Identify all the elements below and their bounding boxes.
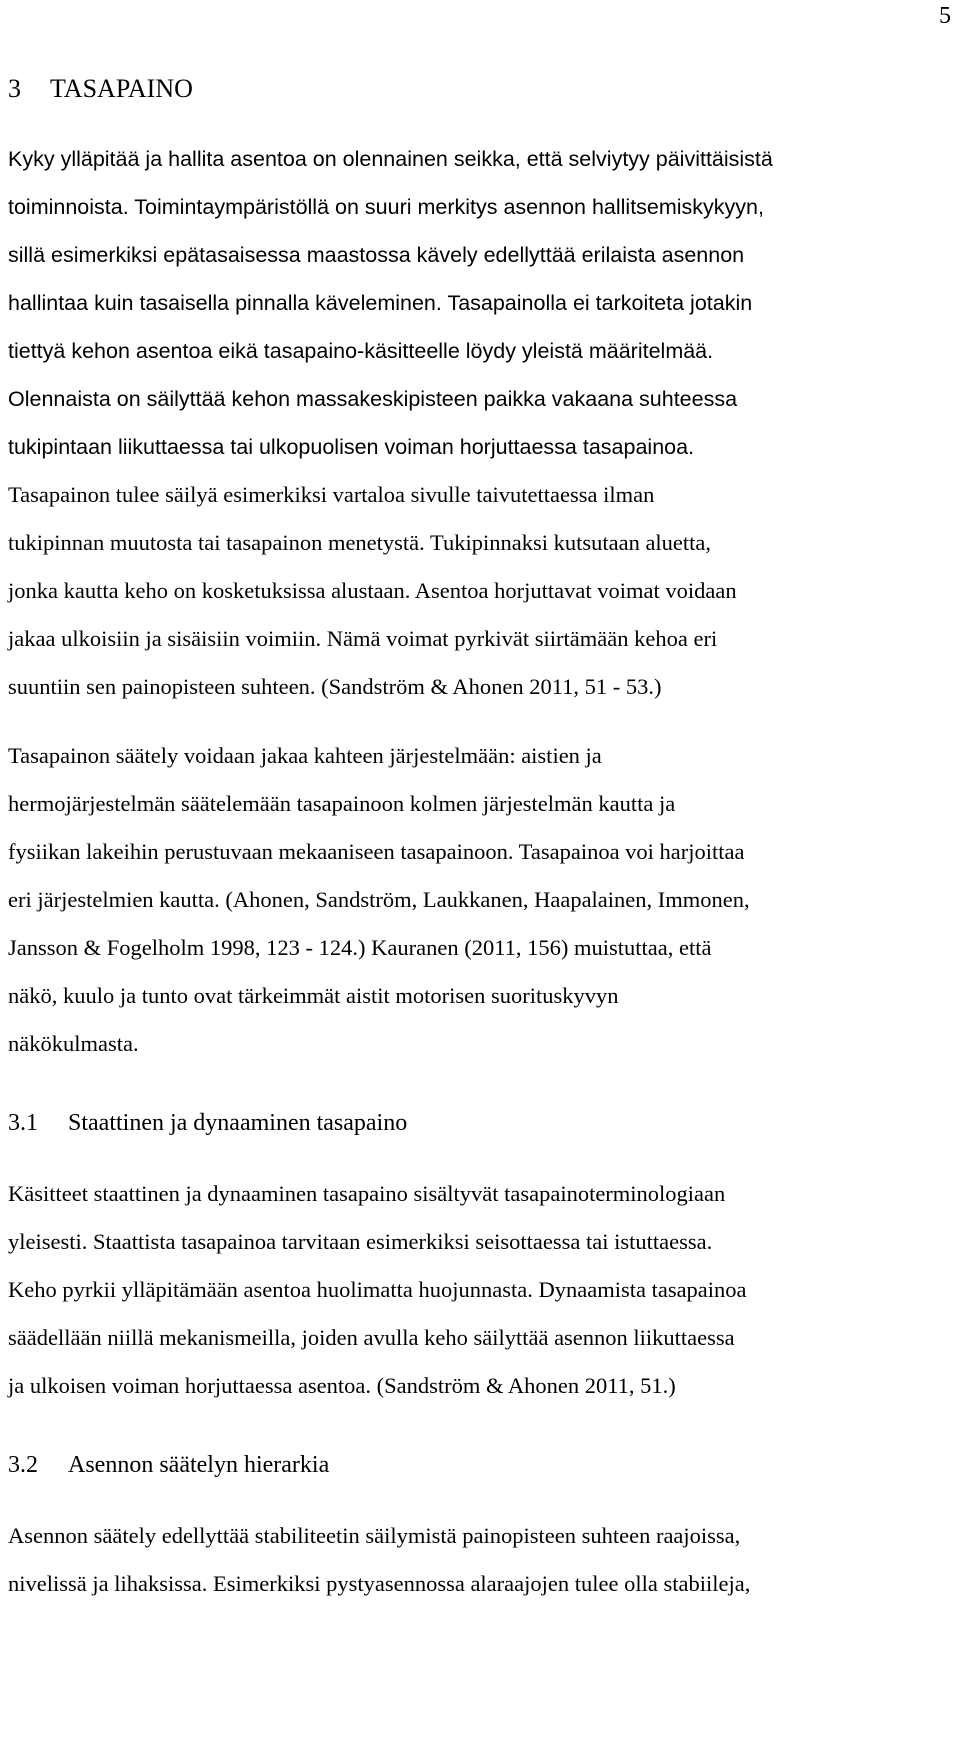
- paragraph-3-line: yleisesti. Staattista tasapainoa tarvitaan esimerkiksi seisottaessa tai istuttaessa.: [8, 1229, 713, 1254]
- paragraph-4-line: Asennon säätely edellyttää stabiliteetin säilymistä painopisteen suhteen raajoissa,: [8, 1523, 741, 1548]
- paragraph-1-line: Tasapainon tulee säilyä esimerkiksi vartaloa sivulle taivutettaessa ilman: [8, 482, 655, 507]
- paragraph-1-line: tukipinnan muutosta tai tasapainon menetystä. Tukipinnaksi kutsutaan aluetta,: [8, 530, 712, 555]
- paragraph-1-line: hallintaa kuin tasaisella pinnalla käveleminen. Tasapainolla ei tarkoiteta jotakin: [8, 291, 753, 315]
- paragraph-1-line: toiminnoista. Toimintaympäristöllä on suuri merkitys asennon hallitsemiskykyyn,: [8, 195, 764, 219]
- paragraph-2-line: Tasapainon säätely voidaan jakaa kahteen järjestelmään: aistien ja: [8, 743, 602, 768]
- paragraph-2-line: näkö, kuulo ja tunto ovat tärkeimmät aistit motorisen suorituskyvyn: [8, 983, 619, 1008]
- paragraph-1-line: jakaa ulkoisiin ja sisäisiin voimiin. Nämä voimat pyrkivät siirtämään kehoa eri: [8, 626, 718, 651]
- paragraph-1-line: suuntiin sen painopisteen suhteen. (Sandström & Ahonen 2011, 51 - 53.): [8, 674, 662, 699]
- paragraph-1-line: tukipintaan liikuttaessa tai ulkopuolisen voiman horjuttaessa tasapainoa.: [8, 435, 695, 459]
- paragraph-1-line: jonka kautta keho on kosketuksissa alustaan. Asentoa horjuttavat voimat voidaan: [8, 578, 737, 603]
- paragraph-2-line: eri järjestelmien kautta. (Ahonen, Sandström, Laukkanen, Haapalainen, Immonen,: [8, 887, 750, 912]
- paragraph-1-line: Kyky ylläpitää ja hallita asentoa on olennainen seikka, että selviytyy päivittäisistä: [8, 147, 773, 171]
- paragraph-2-line: hermojärjestelmän säätelemään tasapainoon kolmen järjestelmän kautta ja: [8, 791, 676, 816]
- paragraph-1-line: sillä esimerkiksi epätasaisessa maastossa kävely edellyttää erilaista asennon: [8, 243, 745, 267]
- paragraph-1-line: Olennaista on säilyttää kehon massakeskipisteen paikka vakaana suhteessa: [8, 387, 738, 411]
- paragraph-1-line: tiettyä kehon asentoa eikä tasapaino-käsitteelle löydy yleistä määritelmää.: [8, 339, 714, 363]
- section-3-2-number: 3.2: [8, 1452, 38, 1478]
- section-3-number: 3: [8, 74, 21, 103]
- paragraph-2-line: näkökulmasta.: [8, 1031, 139, 1056]
- paragraph-2-line: Jansson & Fogelholm 1998, 123 - 124.) Kauranen (2011, 156) muistuttaa, että: [8, 935, 712, 960]
- section-3-1-title: Staattinen ja dynaaminen tasapaino: [68, 1110, 408, 1136]
- paragraph-3-line: säädellään niillä mekanismeilla, joiden avulla keho säilyttää asennon liikuttaessa: [8, 1325, 735, 1350]
- section-3-2-title: Asennon säätelyn hierarkia: [68, 1452, 330, 1478]
- section-3-heading: [8, 72, 193, 106]
- paragraph-2-line: fysiikan lakeihin perustuvaan mekaaniseen tasapainoon. Tasapainoa voi harjoittaa: [8, 839, 745, 864]
- page-number: 5: [939, 3, 951, 29]
- paragraph-4-line: nivelissä ja lihaksissa. Esimerkiksi pystyasennossa alaraajojen tulee olla stabiileja,: [8, 1571, 751, 1596]
- paragraph-3-line: Keho pyrkii ylläpitämään asentoa huolimatta huojunnasta. Dynaamista tasapainoa: [8, 1277, 747, 1302]
- paragraph-3-line: ja ulkoisen voiman horjuttaessa asentoa. (Sandström & Ahonen 2011, 51.): [8, 1373, 676, 1398]
- section-3-2-heading: [8, 1450, 329, 1480]
- paragraph-3-line: Käsitteet staattinen ja dynaaminen tasapaino sisältyvät tasapainoterminologiaan: [8, 1181, 726, 1206]
- section-3-1-heading: [8, 1108, 407, 1138]
- section-3-1-number: 3.1: [8, 1110, 38, 1136]
- section-3-title: TASAPAINO: [50, 74, 193, 103]
